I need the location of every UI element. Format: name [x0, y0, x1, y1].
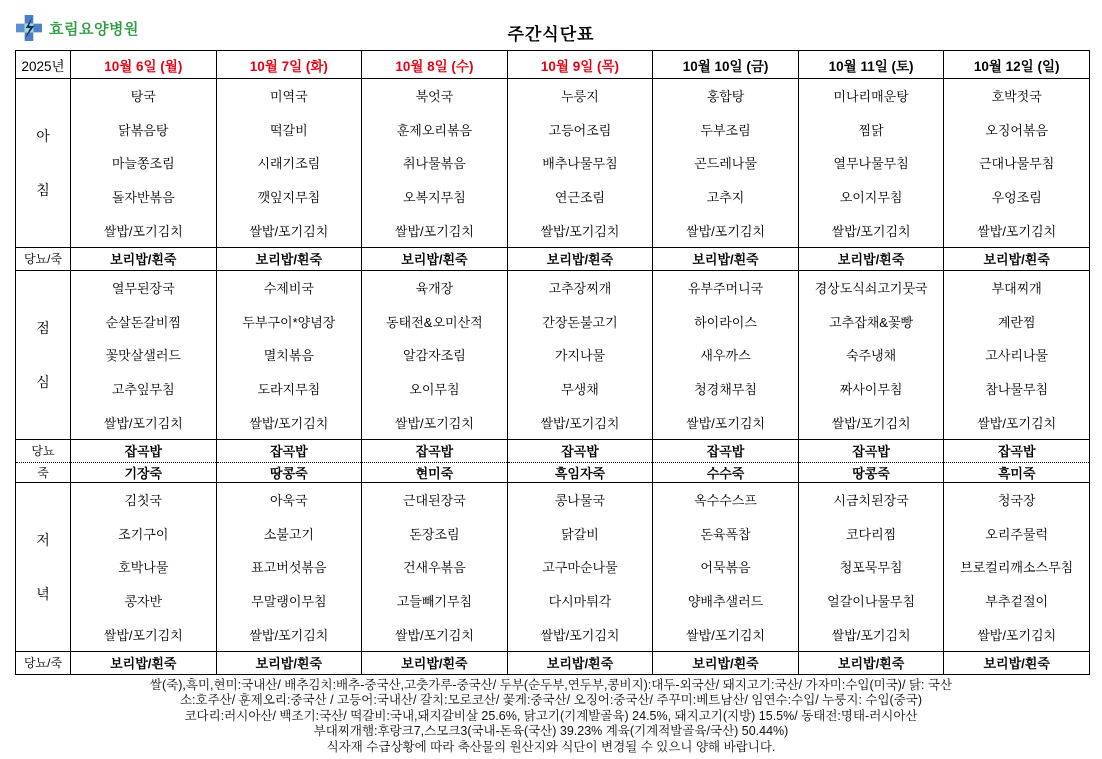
- menu-item: 쌀밥/포기김치: [103, 627, 183, 643]
- menu-item: 쌀밥/포기김치: [977, 627, 1057, 643]
- date-header-5: 10월 10일 (금): [653, 51, 799, 79]
- menu-item: 배추나물무침: [542, 156, 618, 172]
- menu-item: 계란찜: [997, 314, 1036, 330]
- menu-item: 닭갈비: [561, 526, 599, 542]
- menu-item: 고사리나물: [985, 348, 1049, 364]
- menu-item: 쌀밥/포기김치: [831, 627, 911, 643]
- sub-value-day5: 보리밥/흰죽: [653, 651, 799, 674]
- origin-note-line-1: 쌀(죽),흑미,현미:국내산/ 배추김치:배추-중국산,고춧가루-중국산/ 두부(순두부,연두부,콩비지):대두-외국산/ 돼지고기:국산/ 가자미:수입(미국)/ 닭: 국산: [149, 677, 953, 692]
- menu-cell-breakfast-day5: [653, 79, 799, 248]
- sub-value-day2: 잡곡밥: [216, 439, 362, 462]
- menu-item: 근대된장국: [403, 493, 466, 509]
- sub-row-lunch-1: [16, 439, 1090, 462]
- menu-cell-dinner-day1: [71, 482, 217, 651]
- menu-item: 쌀밥/포기김치: [977, 415, 1057, 431]
- menu-cell-dinner-day5: [653, 482, 799, 651]
- menu-item: 호박나물: [118, 560, 169, 576]
- sub-row-label: 당뇨/죽: [16, 247, 71, 270]
- menu-cell-breakfast-day7: [944, 79, 1090, 248]
- menu-item: 미나리매운탕: [833, 89, 909, 105]
- date-header-row: [16, 51, 1090, 79]
- origin-note-line-3: 코다리:러시아산/ 백조기:국산/ 떡갈비:국내,돼지갈비살 25.6%, 닭고기(기계발골육) 24.5%, 돼지고기(지방) 15.5%/ 동태전:명태-러시아산: [184, 708, 918, 723]
- menu-item: 쌀밥/포기김치: [394, 415, 474, 431]
- menu-item: 찜닭: [858, 122, 884, 138]
- meal-label-dinner: [16, 482, 71, 651]
- menu-item: 경상도식쇠고기뭇국: [814, 281, 928, 297]
- menu-cell-dinner-day6: [798, 482, 944, 651]
- menu-cell-dinner-day2: [216, 482, 362, 651]
- meal-label-char: 심: [36, 373, 50, 390]
- menu-item: 미역국: [270, 89, 308, 105]
- meal-label-char: 아: [36, 127, 50, 144]
- sub-value-day1: 보리밥/흰죽: [71, 651, 217, 674]
- menu-item: 육개장: [415, 281, 454, 297]
- menu-item: 돌자반볶음: [111, 190, 175, 206]
- menu-item: 쌀밥/포기김치: [249, 223, 329, 239]
- meal-label-breakfast: [16, 79, 71, 248]
- menu-item: 오복지무침: [403, 190, 466, 206]
- menu-item: 쌀밥/포기김치: [540, 223, 620, 239]
- sub-value-day2: 보리밥/흰죽: [216, 651, 362, 674]
- menu-item: 쌀밥/포기김치: [831, 223, 911, 239]
- date-header-7: 10월 12일 (일): [944, 51, 1090, 79]
- menu-item: 도라지무침: [257, 382, 321, 398]
- menu-item: 청국장: [997, 493, 1036, 509]
- menu-item: 순살돈갈비찜: [105, 314, 181, 330]
- sub-row-label: 죽: [16, 462, 71, 482]
- menu-item: 알감자조림: [403, 348, 466, 364]
- menu-item: 누룽지: [561, 89, 599, 105]
- menu-item: 곤드레나물: [694, 156, 757, 172]
- menu-item: 마늘쫑조림: [111, 156, 175, 172]
- menu-item: 수제비국: [263, 281, 314, 297]
- sub-value-day1: 보리밥/흰죽: [71, 247, 217, 270]
- sub-value-day7: 흑미죽: [944, 462, 1090, 482]
- menu-cell-breakfast-day4: [507, 79, 653, 248]
- menu-item: 시금치된장국: [833, 493, 909, 509]
- page-title: 주간식단표: [507, 25, 595, 44]
- meal-label-char: 녁: [36, 585, 50, 602]
- menu-item: 김칫국: [124, 493, 163, 509]
- year-label: 2025년: [16, 51, 71, 79]
- date-header-3: 10월 8일 (수): [362, 51, 508, 79]
- sub-row-dinner-1: [16, 651, 1090, 674]
- menu-item: 시래기조림: [257, 156, 321, 172]
- meal-row-dinner: [16, 482, 1090, 651]
- sub-value-day4: 잡곡밥: [507, 439, 653, 462]
- date-header-2: 10월 7일 (화): [216, 51, 362, 79]
- menu-item: 취나물볶음: [403, 156, 466, 172]
- sub-value-day3: 보리밥/흰죽: [362, 651, 508, 674]
- meal-label-char: 저: [36, 531, 50, 548]
- menu-item: 다시마튀각: [548, 594, 612, 610]
- menu-cell-dinner-day3: [362, 482, 508, 651]
- menu-item: 오징어볶음: [985, 122, 1049, 138]
- menu-item: 옥수수스프: [694, 493, 757, 509]
- notice-line: 식자재 수급상황에 따라 축산물의 원산지와 식단이 변경될 수 있으니 양해 바랍니다.: [326, 739, 776, 754]
- menu-item: 청경채무침: [694, 382, 757, 398]
- sub-value-day3: 보리밥/흰죽: [362, 247, 508, 270]
- menu-item: 참나물무침: [985, 382, 1049, 398]
- menu-cell-breakfast-day3: [362, 79, 508, 248]
- menu-item: 아욱국: [270, 493, 308, 509]
- menu-item: 소불고기: [263, 526, 314, 542]
- sub-value-day3: 현미죽: [362, 462, 508, 482]
- menu-item: 쌀밥/포기김치: [103, 223, 183, 239]
- menu-item: 간장돈불고기: [542, 314, 618, 330]
- menu-cell-breakfast-day2: [216, 79, 362, 248]
- date-header-6: 10월 11일 (토): [798, 51, 944, 79]
- menu-item: 고구마순나물: [542, 560, 618, 576]
- sub-value-day2: 땅콩죽: [216, 462, 362, 482]
- menu-item: 돈장조림: [409, 526, 460, 542]
- menu-item: 표고버섯볶음: [251, 560, 327, 576]
- sub-row-label: 당뇨/죽: [16, 651, 71, 674]
- menu-item: 호박젓국: [991, 89, 1042, 105]
- menu-item: 쌀밥/포기김치: [394, 627, 474, 643]
- menu-item: 북엇국: [415, 89, 454, 105]
- menu-item: 멸치볶음: [263, 348, 314, 364]
- meal-label-lunch: [16, 270, 71, 439]
- menu-cell-breakfast-day6: [798, 79, 944, 248]
- sub-value-day7: 잡곡밥: [944, 439, 1090, 462]
- menu-item: 하이라이스: [694, 314, 757, 330]
- origin-note-line-4: 부대찌개햄:후랑크7,스모크3(국내-돈육(국산) 39.23% 계육(기계적발골육/국산) 50.44%): [313, 724, 789, 739]
- sub-row-breakfast-1: [16, 247, 1090, 270]
- menu-item: 쌀밥/포기김치: [831, 415, 911, 431]
- menu-item: 어묵볶음: [700, 560, 751, 576]
- sub-row-label: 당뇨: [16, 439, 71, 462]
- sub-value-day6: 땅콩죽: [798, 462, 944, 482]
- meal-label-char: 점: [36, 319, 50, 336]
- menu-cell-lunch-day1: [71, 270, 217, 439]
- menu-item: 오이무침: [409, 382, 460, 398]
- menu-item: 떡갈비: [270, 122, 308, 138]
- menu-item: 고추잎무침: [111, 382, 175, 398]
- sub-value-day5: 잡곡밥: [653, 439, 799, 462]
- menu-item: 열무나물무침: [833, 156, 909, 172]
- menu-item: 부추겉절이: [985, 594, 1049, 610]
- menu-item: 훈제오리볶음: [396, 122, 473, 138]
- menu-cell-lunch-day4: [507, 270, 653, 439]
- menu-item: 오리주물럭: [985, 526, 1049, 542]
- menu-item: 쌀밥/포기김치: [394, 223, 474, 239]
- menu-item: 고들빼기무침: [396, 594, 473, 610]
- menu-item: 짜사이무침: [839, 382, 903, 398]
- meal-row-lunch: [16, 270, 1090, 439]
- menu-item: 쌀밥/포기김치: [686, 223, 766, 239]
- menu-item: 쌀밥/포기김치: [686, 415, 766, 431]
- origin-notes: [0, 678, 1102, 756]
- menu-item: 홍합탕: [706, 89, 745, 105]
- top-header: [0, 0, 1102, 50]
- sub-value-day6: 잡곡밥: [798, 439, 944, 462]
- weekly-menu-table: [15, 50, 1090, 675]
- sub-value-day1: 잡곡밥: [71, 439, 217, 462]
- sub-value-day2: 보리밥/흰죽: [216, 247, 362, 270]
- menu-item: 건새우볶음: [403, 560, 466, 576]
- menu-item: 꽃맛살샐러드: [105, 348, 181, 364]
- menu-item: 깻잎지무침: [257, 190, 321, 206]
- menu-item: 얼갈이나물무침: [827, 594, 916, 610]
- sub-value-day4: 보리밥/흰죽: [507, 247, 653, 270]
- menu-item: 두부구이*양념장: [242, 314, 336, 330]
- menu-item: 가지나물: [554, 348, 606, 364]
- sub-value-day1: 기장죽: [71, 462, 217, 482]
- menu-item: 새우까스: [700, 348, 751, 364]
- menu-item: 코다리찜: [845, 526, 897, 542]
- hospital-name: 효림요양병원: [49, 20, 139, 38]
- menu-item: 연근조림: [554, 190, 606, 206]
- sub-value-day7: 보리밥/흰죽: [944, 247, 1090, 270]
- menu-item: 쌀밥/포기김치: [540, 415, 620, 431]
- menu-item: 고추잡채&꽃빵: [829, 314, 914, 330]
- menu-item: 양배추샐러드: [687, 594, 764, 610]
- menu-item: 동태전&오미산적: [386, 314, 483, 330]
- sub-value-day4: 보리밥/흰죽: [507, 651, 653, 674]
- menu-item: 열무된장국: [111, 281, 175, 297]
- menu-cell-lunch-day2: [216, 270, 362, 439]
- menu-cell-lunch-day7: [944, 270, 1090, 439]
- menu-item: 부대찌개: [991, 281, 1042, 297]
- menu-item: 쌀밥/포기김치: [540, 627, 620, 643]
- menu-item: 브로컬리깨소스무침: [960, 560, 1074, 576]
- meal-label-char: 침: [36, 181, 50, 198]
- menu-item: 쌀밥/포기김치: [249, 627, 329, 643]
- menu-item: 콩자반: [124, 594, 163, 610]
- menu-cell-lunch-day3: [362, 270, 508, 439]
- menu-item: 청포묵무침: [839, 560, 903, 576]
- sub-value-day6: 보리밥/흰죽: [798, 247, 944, 270]
- menu-item: 돈육폭찹: [700, 526, 751, 542]
- menu-item: 고등어조림: [548, 122, 612, 138]
- sub-value-day5: 보리밥/흰죽: [653, 247, 799, 270]
- menu-item: 근대나물무침: [979, 156, 1055, 172]
- menu-item: 무말랭이무침: [251, 594, 327, 610]
- sub-value-day5: 수수죽: [653, 462, 799, 482]
- menu-cell-lunch-day6: [798, 270, 944, 439]
- menu-item: 무생채: [561, 382, 599, 398]
- menu-cell-dinner-day4: [507, 482, 653, 651]
- menu-item: 고추지: [706, 190, 745, 206]
- menu-item: 쌀밥/포기김치: [977, 223, 1057, 239]
- menu-item: 콩나물국: [554, 493, 606, 509]
- date-header-4: 10월 9일 (목): [507, 51, 653, 79]
- menu-item: 숙주냉채: [845, 348, 897, 364]
- sub-value-day7: 보리밥/흰죽: [944, 651, 1090, 674]
- menu-item: 오이지무침: [839, 190, 903, 206]
- menu-cell-lunch-day5: [653, 270, 799, 439]
- menu-cell-breakfast-day1: [71, 79, 217, 248]
- menu-item: 조기구이: [118, 526, 169, 542]
- menu-item: 탕국: [130, 89, 156, 105]
- menu-item: 유부주머니국: [687, 281, 764, 297]
- origin-note-line-2: 소:호주산/ 훈제오리:중국산 / 고등어:국내산/ 갈치:모로코산/ 꽃게:중국산/ 오징어:중국산/ 주꾸미:베트남산/ 임연수:수입/ 누룽지: 수입(중국): [179, 693, 923, 708]
- sub-value-day3: 잡곡밥: [362, 439, 508, 462]
- menu-item: 닭볶음탕: [118, 122, 169, 138]
- menu-item: 쌀밥/포기김치: [686, 627, 766, 643]
- sub-value-day6: 보리밥/흰죽: [798, 651, 944, 674]
- sub-row-lunch-2: [16, 462, 1090, 482]
- menu-item: 쌀밥/포기김치: [103, 415, 183, 431]
- menu-item: 두부조림: [700, 122, 751, 138]
- sub-value-day4: 흑임자죽: [507, 462, 653, 482]
- menu-item: 고추장찌개: [548, 281, 612, 297]
- menu-item: 쌀밥/포기김치: [249, 415, 329, 431]
- menu-cell-dinner-day7: [944, 482, 1090, 651]
- date-header-1: 10월 6일 (월): [71, 51, 217, 79]
- meal-row-breakfast: [16, 79, 1090, 248]
- menu-item: 우엉조림: [991, 190, 1042, 206]
